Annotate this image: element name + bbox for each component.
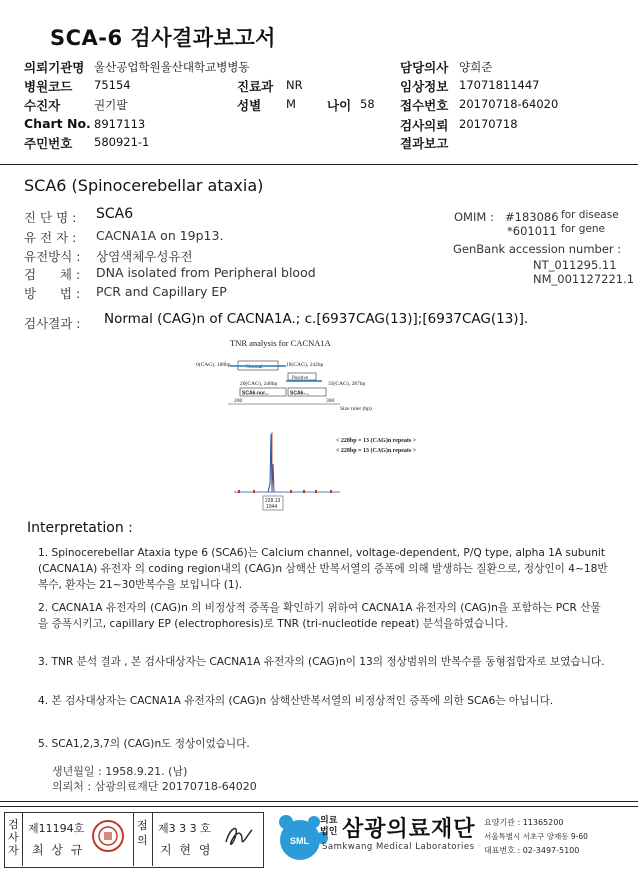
pos-left-label: 20(CAG), 248bp [240,381,278,387]
ruler-tick: 200 [234,398,243,404]
interpretation-paragraph: 3. TNR 분석 결과 , 본 검사대상자는 CACNA1A 유전자의 (CAG)n이 13의 정상범위의 반복수를 동형접합자로 보였습니다. [38,656,605,668]
genbank-accession: NT_011295.11 [533,258,617,272]
birth-date: 생년월일 : 1958.9.21. (남) [52,765,188,778]
peak-size-label: 228.13 [265,498,281,504]
field-value: 양희준 [459,60,493,74]
peak-height-label: 1044 [266,504,278,510]
interpretation-paragraph: 1. Spinocerebellar Ataxia type 6 (SCA6)는 Calcium channel, voltage-dependent, P/Q type, alpha 1A subunit (CACNA1A) 유전자 의 coding region내의 (CAG)n 삼핵산 반복서열의 증폭에 의해 발생하는 질환으로, 정상인이 4~18반복수, 환자는 21~30반복수을 보입니다 (1). [38,547,608,591]
org-info: 대표번호 : 02-3497-5100 [484,846,580,855]
interpretation-paragraph: 5. SCA1,2,3,7의 (CAG)n도 정상이었습니다. [38,738,250,750]
interpretation-title: Interpretation : [27,520,133,536]
normal-label: Normal [246,364,263,370]
field-value: 울산공업학원울산대학교병병동 [94,60,250,74]
doctor-license: 제3 3 3 호 [158,822,211,835]
org-info: 서울특별시 서초구 양재동 9-60 [484,832,588,841]
peak-annotation: < 228bp = 13 (CAG)n repeats > [336,448,417,454]
field-value: M [286,97,296,111]
positive-label: Positive [292,376,309,381]
field-value: 20170718-64020 [459,97,559,111]
interpretation-paragraph: 4. 본 검사대상자는 CACNA1A 유전자의 (CAG)n 삼핵산반복서열의 비정상적인 증폭에 의한 SCA6는 아닙니다. [38,695,554,707]
result-label: 검사결과 : [24,316,81,331]
pos-right-label: 33(CAG), 287bp [328,381,366,387]
omim-id: *601011 [507,224,557,238]
row-label: 유전방식 : [24,249,81,264]
normal-left-label: 0(CAG), 188bp [196,362,231,368]
field-label: 수진자 [24,98,61,113]
omim-note: for gene [561,223,606,235]
doctor-header: 점의 [137,819,148,847]
peak-trace [268,434,274,492]
tester-license: 제11194호 [28,822,85,835]
tnr-figure [190,334,490,512]
normal-right-label: 18(CAG), 242bp [286,362,324,368]
field-label: 주민번호 [24,136,73,151]
ruler-tick: 300 [326,398,335,404]
omim-label: OMIM : [454,210,494,224]
peak-annotation: < 228bp = 13 (CAG)n repeats > [336,438,417,444]
field-value: 권기팔 [94,98,128,112]
tester-header: 검사자 [8,818,19,857]
field-value: NR [286,78,303,92]
figure-title: TNR analysis for CACNA1A [230,338,331,348]
sml-logo-text: SML [290,836,309,846]
footer-divider [0,806,638,807]
field-label: 병원코드 [24,79,73,94]
field-value: 58 [360,97,375,111]
field-value: 75154 [94,78,131,92]
field-label: 검사의뢰 [400,118,449,133]
row-value: PCR and Capillary EP [96,284,227,299]
field-value: 17071811447 [459,78,540,92]
sca6-positive-label: SCA6-... [290,390,310,397]
field-value: 580921-1 [94,135,150,149]
genbank-label: GenBank accession number : [453,242,622,256]
tester-seal [90,818,126,854]
requester: 의뢰처 : 삼광의료재단 20170718-64020 [52,780,257,793]
field-label: Chart No. [24,116,91,131]
doctor-name: 지 현 영 [160,843,213,857]
row-value: CACNA1A on 19p13. [96,228,224,243]
field-label: 담당의사 [400,60,449,75]
doctor-signature [222,820,258,852]
org-info: 요양기관 : 11365200 [484,818,564,827]
field-label: 접수번호 [400,98,449,113]
org-name: 삼광의료재단 [342,817,476,842]
tester-name: 최 상 규 [32,843,85,857]
field-label: 진료과 [237,79,274,94]
result-value: Normal (CAG)n of CACNA1A.; c.[6937CAG(13)];[6937CAG(13)]. [104,311,529,327]
omim-id: #183086 [505,210,559,224]
size-ruler-label: Size ruler (bp) [340,406,372,412]
field-value: 8917113 [94,117,146,131]
interpretation-paragraph: 2. CACNA1A 유전자의 (CAG)n 의 비정상적 증폭을 확인하기 위하여 CACNA1A 유전자의 (CAG)n을 포함하는 PCR 산물을 증폭시키고, capillary EP (electrophoresis)로 TNR (tri-nucleotide repeat) 분석을하였습니다. [38,602,601,630]
row-label: 방 법 : [24,286,81,301]
field-label: 임상정보 [400,79,449,94]
field-value: 20170718 [459,117,518,131]
org-prefix: 의료법인 [320,816,338,837]
row-value: DNA isolated from Peripheral blood [96,265,316,280]
header-divider [0,164,638,165]
sca6-normal-label: SCA6-nor... [242,390,269,397]
omim-note: for disease [561,209,619,221]
section-title: SCA6 (Spinocerebellar ataxia) [24,176,264,195]
genbank-accession: NM_001127221.1 [533,272,635,286]
footer-divider [0,801,638,802]
report-title: SCA-6 검사결과보고서 [50,26,276,50]
field-label: 성별 [237,98,262,113]
size-standard-marks [238,490,332,493]
field-label: 나이 [327,98,352,113]
field-label: 의뢰기관명 [24,60,85,75]
org-english-name: Samkwang Medical Laboratories [322,842,475,852]
row-label: 진 단 명 : [24,210,77,225]
row-label: 유 전 자 : [24,230,77,245]
row-value: SCA6 [96,206,134,222]
field-label: 결과보고 [400,136,449,151]
row-value: 상염색체우성유전 [96,249,193,264]
row-label: 검 체 : [24,267,81,282]
